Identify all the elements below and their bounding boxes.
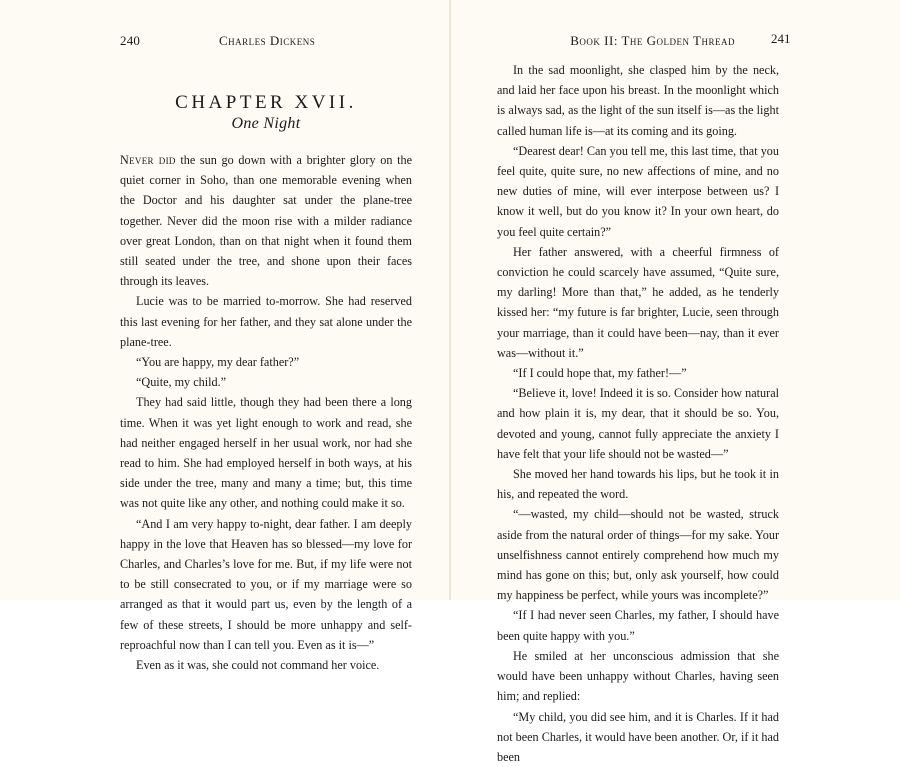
opening-words: Never did bbox=[120, 153, 176, 167]
paragraph: “If I could hope that, my father!—” bbox=[497, 363, 779, 383]
paragraph: “And I am very happy to-night, dear father. I am deeply happy in the love that Heaven has so blessed—my love for Charles, and Charles’s love for me. But, if my life were not to be still consecrated to you, or if my marriage were so arranged as that it would part us, even by the length of a few of these streets, I should be more unhappy and self-reproachful now than I can tell you. Even as it is—” bbox=[120, 514, 412, 655]
paragraph: “If I had never seen Charles, my father, I should have been quite happy with you.” bbox=[497, 605, 779, 645]
paragraph: Even as it was, she could not command her voice. bbox=[120, 655, 412, 675]
right-running-head: Book II: The Golden Thread bbox=[570, 31, 735, 51]
paragraph-text: the sun go down with a brighter glory on the quiet corner in Soho, than one memorable evening when the Doctor and his daughter sat under the plane-tree together. Never did the moon rise with a milder radiance over great London, than on that night when it found them still seated under the tree, and shone upon their faces through its leaves. bbox=[120, 153, 412, 288]
left-body-text bbox=[120, 150, 412, 675]
right-body-text bbox=[497, 60, 779, 767]
paragraph: “—wasted, my child—should not be wasted, struck aside from the natural order of things—for my sake. Your unselfishness cannot entirely comprehend how much my mind has gone on this; but, only ask yourself, how could my happiness be perfect, while yours was incomplete?” bbox=[497, 504, 779, 605]
paragraph: In the sad moonlight, she clasped him by the neck, and laid her face upon his breast. In the moonlight which is always sad, as the light of the sun itself is—as the light called human life is—at its coming and its going. bbox=[497, 60, 779, 141]
left-running-head: Charles Dickens bbox=[219, 31, 315, 51]
right-folio: 241 bbox=[771, 31, 791, 47]
paragraph: He smiled at her unconscious admission that she would have been unhappy without Charles, having seen him; and replied: bbox=[497, 646, 779, 707]
paragraph: “Quite, my child.” bbox=[120, 372, 412, 392]
paragraph bbox=[120, 150, 412, 291]
paragraph: Lucie was to be married to-morrow. She had reserved this last evening for her father, and they sat alone under the plane-tree. bbox=[120, 291, 412, 352]
paragraph: She moved her hand towards his lips, but he took it in his, and repeated the word. bbox=[497, 464, 779, 504]
paragraph: “My child, you did see him, and it is Charles. If it had not been Charles, it would have been another. Or, if it had been bbox=[497, 707, 779, 767]
paragraph: Her father answered, with a cheerful firmness of conviction he could scarcely have assumed, “Quite sure, my darling! More than that,” he added, as he tenderly kissed her: “my future is far brighter, Lucie, seen through your marriage, than it could have been—nay, than it ever was—without it.” bbox=[497, 242, 779, 363]
chapter-title: One Night bbox=[120, 114, 412, 134]
paragraph: “Believe it, love! Indeed it is so. Consider how natural and how plain it is, my dear, that it should be so. You, devoted and young, cannot fully appreciate the anxiety I have felt that your life should not be wasted—” bbox=[497, 383, 779, 464]
paragraph: “You are happy, my dear father?” bbox=[120, 352, 412, 372]
left-folio: 240 bbox=[120, 31, 140, 51]
chapter-heading bbox=[120, 92, 412, 134]
paragraph: “Dearest dear! Can you tell me, this last time, that you feel quite, quite sure, no new affections of mine, and no new duties of mine, will ever interpose between us? I know it well, but do you know it? In your own heart, do you feel quite certain?” bbox=[497, 141, 779, 242]
paragraph: They had said little, though they had been there a long time. When it was yet light enough to work and read, she had neither engaged herself in her usual work, nor had she read to him. She had employed herself in both ways, at his side under the tree, many and many a time; but, this time was not quite like any other, and nothing could make it so. bbox=[120, 392, 412, 513]
chapter-number: CHAPTER XVII. bbox=[120, 92, 412, 114]
